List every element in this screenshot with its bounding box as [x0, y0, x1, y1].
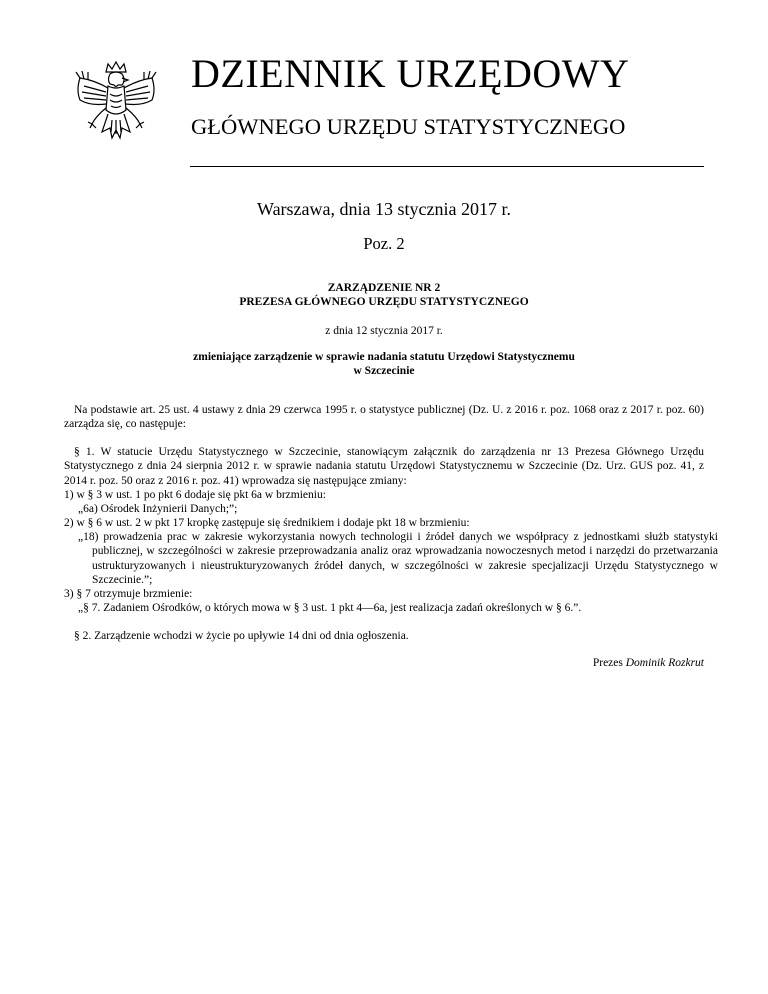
signature — [593, 656, 704, 670]
paragraph-2: § 2. Zarządzenie wchodzi w życie po upływie 14 dni od dnia ogłoszenia. — [74, 630, 409, 642]
position-number: Poz. 2 — [363, 234, 405, 253]
eagle-emblem-icon — [66, 58, 166, 158]
decree-subject-line2: w Szczecinie — [353, 365, 415, 377]
amendment-item-2: 2) w § 6 w ust. 2 w pkt 17 kropkę zastępuje się średnikiem i dodaje pkt 18 w brzmieniu: — [64, 517, 470, 529]
amendment-item-1: 1) w § 3 w ust. 1 po pkt 6 dodaje się pkt 6a w brzmieniu: — [64, 489, 326, 501]
paragraph-1-intro: § 1. W statucie Urzędu Statystycznego w Szczecinie, stanowiącym załącznik do zarządzenia nr 13 Prezesa Głównego Urzędu Statystycznego z dnia 24 sierpnia 2012 r. w sprawie nadania statutu Urzędowi Statystycznemu w Szczecinie (Dz. Urz. GUS poz. 41, z 2014 r. poz. 50 oraz z 2016 r. poz. 41) wprowadza się następujące zmiany: — [64, 446, 704, 487]
issue-date: Warszawa, dnia 13 stycznia 2017 r. — [257, 199, 511, 219]
amendment-quote-2: „18) prowadzenia prac w zakresie wykorzystania nowych technologii i źródeł danych we współpracy z jednostkami służb statystyki publicznej, w szczególności w zakresie przeprowadzania analiz oraz wprowadzania nowoczesnych metod i narzędzi do przetwarzania ustrukturyzowanych i nieustrukturyzowanych źródeł danych, w szczególności w zakresie specjalizacji Urzędu Statystycznego w Szczecinie.”; — [78, 531, 718, 586]
signature-role: Prezes — [592, 657, 626, 669]
decree-title — [0, 281, 768, 309]
preamble: Na podstawie art. 25 ust. 4 ustawy z dnia 29 czerwca 1995 r. o statystyce publicznej (Dz. U. z 2016 r. poz. 1068 oraz z 2017 r. poz. 60) zarządza się, co następuje: — [64, 404, 704, 431]
signature-name: Dominik Rozkrut — [625, 657, 704, 669]
journal-title: DZIENNIK URZĘDOWY — [191, 51, 630, 96]
decree-subject — [0, 350, 768, 378]
amendment-quote-1: „6a) Ośrodek Inżynierii Danych;”; — [78, 503, 238, 515]
decree-title-line2: PREZESA GŁÓWNEGO URZĘDU STATYSTYCZNEGO — [239, 296, 529, 308]
amendment-item-3: 3) § 7 otrzymuje brzmienie: — [64, 588, 193, 600]
masthead-divider — [190, 166, 704, 167]
journal-subtitle: GŁÓWNEGO URZĘDU STATYSTYCZNEGO — [191, 114, 626, 139]
decree-date: z dnia 12 stycznia 2017 r. — [325, 325, 443, 337]
amendment-quote-3: „§ 7. Zadaniem Ośrodków, o których mowa w § 3 ust. 1 pkt 4—6a, jest realizacja zadań określonych w § 6.”. — [78, 602, 582, 614]
decree-title-line1: ZARZĄDZENIE NR 2 — [327, 282, 441, 294]
decree-subject-line1: zmieniające zarządzenie w sprawie nadania statutu Urzędowi Statystycznemu — [193, 351, 575, 363]
